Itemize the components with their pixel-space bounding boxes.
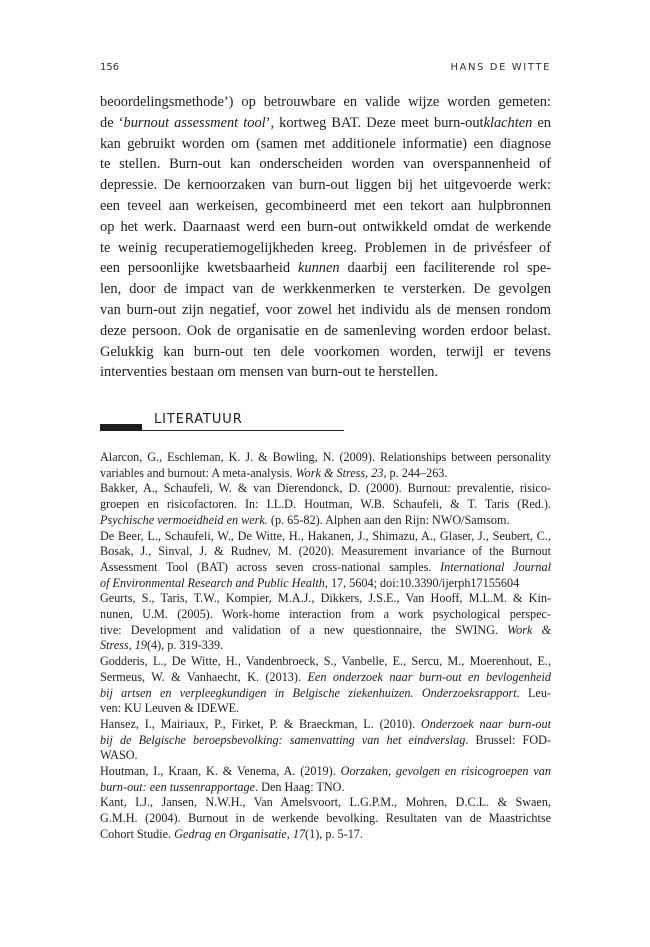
page-header — [100, 62, 551, 78]
reference-entry — [100, 654, 551, 717]
reference-line: Assessment Tool (BAT) across seven cross-national samples. International Journal — [100, 559, 551, 574]
body-line: een persoonlijke kwetsbaarheid kunnen daarbij een faciliterende rol spe- — [100, 260, 552, 277]
reference-line: Alarcon, G., Eschleman, K. J. & Bowling, N. (2009). Relationships between personality — [100, 450, 551, 464]
reference-entry — [100, 764, 551, 795]
reference-line: nunen, U.M. (2005). Work-home interaction from a work psychological perspec- — [100, 607, 551, 622]
running-head: HANS DE WITTE — [450, 62, 551, 73]
reference-line: Bakker, A., Schaufeli, W. & van Dierendonck, D. (2000). Burnout: prevalentie, risico- — [100, 481, 551, 496]
reference-line: Bosak, J., Sinval, J. & Rudnev, M. (2020). Measurement invariance of the Burnout — [100, 544, 551, 559]
page-number: 156 — [100, 62, 120, 73]
reference-line: ven: KU Leuven & IDEWE. — [100, 701, 240, 716]
section-title: LITERATUUR — [154, 412, 243, 427]
reference-entry — [100, 717, 551, 764]
body-line: te stellen. Burn-out kan onderscheiden worden van overspannenheid of — [100, 156, 551, 173]
reference-entry — [100, 481, 551, 528]
body-line: depressie. De kernoorzaken van burn-out liggen bij het uitgevoerde werk: — [100, 177, 551, 194]
body-line: kan gebruikt worden om (samen met additionele informatie) een diagnose — [100, 135, 551, 152]
body-line: beoordelingsmethode’) op betrouwbare en valide wijze worden gemeten: — [100, 94, 551, 110]
body-line: de ‘burnout assessment tool’, kortweg BAT. Deze meet burn-outklachten en — [100, 114, 552, 131]
body-line: deze persoon. Ook de organisatie en de samenleving worden erdoor belast. — [100, 322, 551, 339]
body-line: len, door de impact van de werkkenmerken te versterken. De gevolgen — [100, 281, 551, 298]
body-line: een teveel aan werkeisen, gecombineerd met een tekort aan hulpbronnen — [100, 197, 551, 214]
heading-rule — [142, 430, 344, 431]
body-line: interventies bestaan om mensen van burn-out te herstellen. — [100, 364, 439, 381]
reference-line: De Beer, L., Schaufeli, W., De Witte, H., Hakanen, J., Shimazu, A., Glaser, J., Seubert, C., — [100, 528, 551, 543]
body-paragraph — [100, 92, 551, 383]
body-line: van burn-out zijn negatief, voor zowel het individu als de mensen rondom — [100, 301, 551, 318]
body-line: Gelukkig kan burn-out ten dele voorkomen worden, terwijl er tevens — [100, 343, 551, 360]
reference-line: Kant, I.J., Jansen, N.W.H., Van Amelsvoort, L.G.P.M., Mohren, D.C.L. & Swaen, — [100, 795, 551, 810]
reference-line: Cohort Studie. Gedrag en Organisatie, 17(1), p. 5-17. — [100, 826, 363, 841]
body-line: op het werk. Daarnaast werd een burn-out ontwikkeld omdat de werkende — [100, 218, 551, 235]
reference-list — [100, 450, 551, 843]
reference-line: Houtman, I., Kraan, K. & Venema, A. (2019). Oorzaken, gevolgen en risicogroepen van — [100, 764, 551, 779]
reference-line: Godderis, L., De Witte, H., Vandenbroeck, S., Vanbelle, E., Sercu, M., Moerenhout, E., — [100, 654, 551, 669]
reference-line: burn-out: een tussenrapportage. Den Haag: TNO. — [100, 779, 345, 794]
reference-line: Psychische vermoeidheid en werk. (p. 65-82). Alphen aan den Rijn: NWO/Samsom. — [100, 512, 510, 527]
reference-line: G.M.H. (2004). Burnout in de werkende bevolking. Resultaten van de Maastrichtse — [100, 811, 551, 826]
reference-line: groepen en risicofactoren. In: I.L.D. Houtman, W.B. Schaufeli, & T. Taris (Red.). — [100, 497, 551, 512]
reference-line: variables and burnout: A meta-analysis. Work & Stress, 23, p. 244–263. — [100, 465, 448, 480]
reference-entry — [100, 591, 551, 654]
reference-line: tive: Development and validation of a new questionnaire, the SWING. Work & — [100, 622, 551, 637]
reference-line: Geurts, S., Taris, T.W., Kompier, M.A.J., Dikkers, J.S.E., Van Hooff, M.L.M. & Kin- — [100, 591, 551, 606]
reference-line: Sermeus, W. & Vanhaecht, K. (2013). Een onderzoek naar burn-out en bevlogenheid — [100, 669, 551, 684]
body-line: te weinig recuperatiemogelijkheden kreeg. Problemen in de privésfeer of — [100, 239, 551, 256]
reference-entry — [100, 529, 551, 592]
reference-line: bij artsen en verpleegkundigen in Belgische ziekenhuizen. Onderzoeksrapport. Leu- — [100, 685, 551, 700]
section-heading — [100, 412, 300, 436]
heading-bar — [100, 424, 142, 431]
reference-line: WASO. — [100, 748, 138, 763]
reference-line: Hansez, I., Mairiaux, P., Firket, P. & Braeckman, L. (2010). Onderzoek naar burn-out — [100, 716, 551, 731]
reference-line: bij de Belgische beroepsbevolking: samenvatting van het eindverslag. Brussel: FOD- — [100, 732, 551, 747]
reference-entry — [100, 795, 551, 842]
reference-entry — [100, 450, 551, 481]
reference-line: Stress, 19(4), p. 319-339. — [100, 638, 224, 653]
reference-line: of Environmental Research and Public Health, 17, 5604; doi:10.3390/ijerph17155604 — [100, 575, 520, 590]
